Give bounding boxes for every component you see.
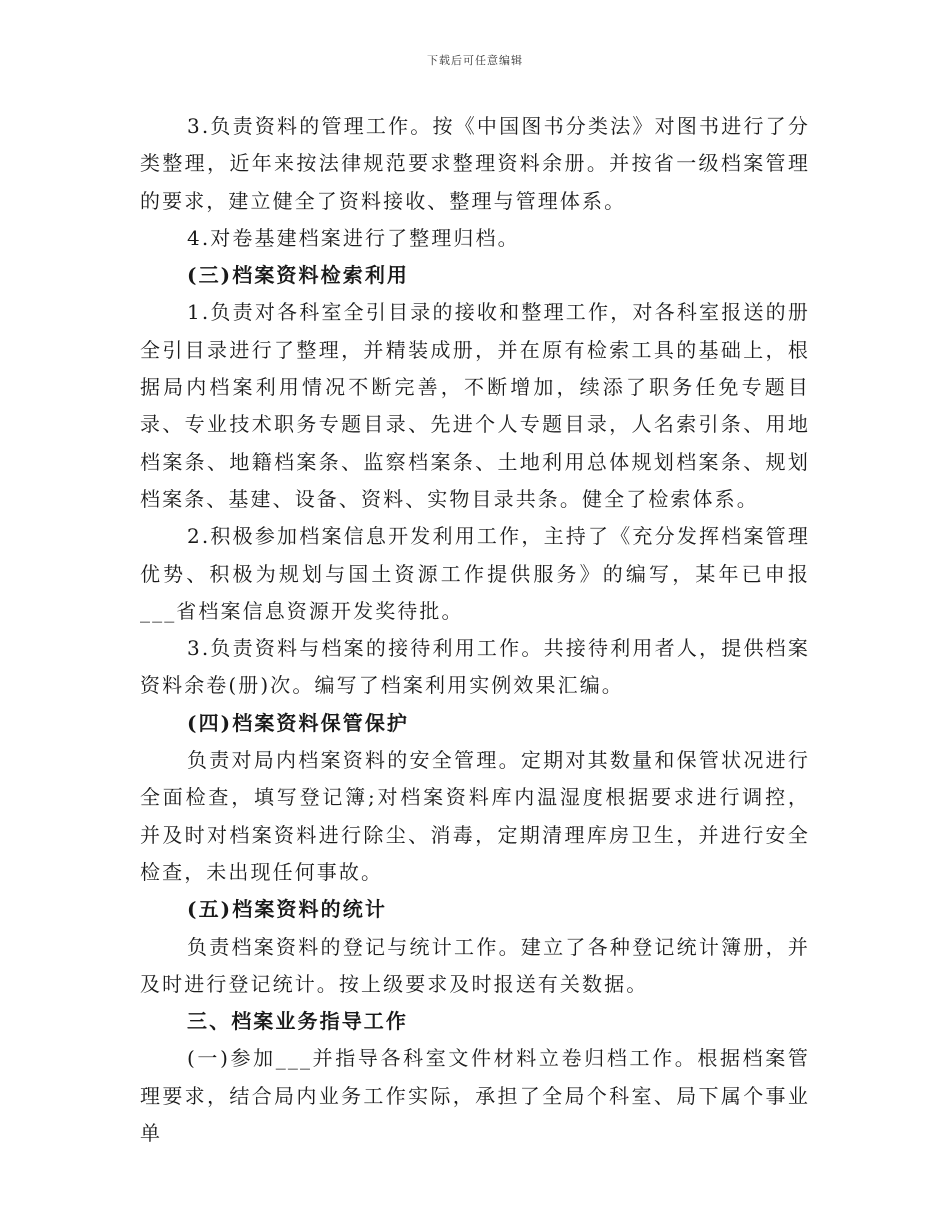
section-heading-guidance: 三、档案业务指导工作 [187,1009,408,1034]
paragraph-registration-statistics: 负责档案资料的登记与统计工作。建立了各种登记统计簿册，并及时进行登记统计。按上级要求及时报送有关数据。 [140,934,810,996]
section-heading-retrieval: (三)档案资料检索利用 [187,263,410,288]
section-heading-statistics: (五)档案资料的统计 [187,897,387,922]
paragraph-filing-guidance: (一)参加___并指导各科室文件材料立卷归档工作。根据档案管理要求，结合局内业务工作实际，承担了全局个科室、局下属个事业单 [140,1046,810,1146]
paragraph-construction-archives: 4.对卷基建档案进行了整理归档。 [187,225,520,250]
page-header: 下载后可任意编辑 [427,54,523,67]
section-heading-preservation: (四)档案资料保管保护 [187,710,410,735]
paragraph-safety-management: 负责对局内档案资料的安全管理。定期对其数量和保管状况进行全面检查，填写登记簿;对档案资料库内温湿度根据要求进行调控，并及时对档案资料进行除尘、消毒，定期清理库房卫生，并进行安全检查，未出现任何事故。 [140,748,810,884]
paragraph-information-development: 2.积极参加档案信息开发利用工作，主持了《充分发挥档案管理优势、积极为规划与国土资源工作提供服务》的编写，某年已申报___省档案信息资源开发奖待批。 [140,524,810,623]
paragraph-materials-management: 3.负责资料的管理工作。按《中国图书分类法》对图书进行了分类整理，近年来按法律规范要求整理资料余册。并按省一级档案管理的要求，建立健全了资料接收、整理与管理体系。 [140,114,810,213]
paragraph-index-catalog: 1.负责对各科室全引目录的接收和整理工作，对各科室报送的册全引目录进行了整理，并精装成册，并在原有检索工具的基础上，根据局内档案利用情况不断完善，不断增加，续添了职务任免专题目录、专业技术职务专题目录、先进个人专题目录，人名索引条、用地档案条、地籍档案条、监察档案条、土地利用总体规划档案条、规划档案条、基建、设备、资料、实物目录共条。健全了检索体系。 [140,300,810,511]
paragraph-reception-utilization: 3.负责资料与档案的接待利用工作。共接待利用者人，提供档案资料余卷(册)次。编写了档案利用实例效果汇编。 [140,636,810,698]
document-body [140,108,810,1152]
